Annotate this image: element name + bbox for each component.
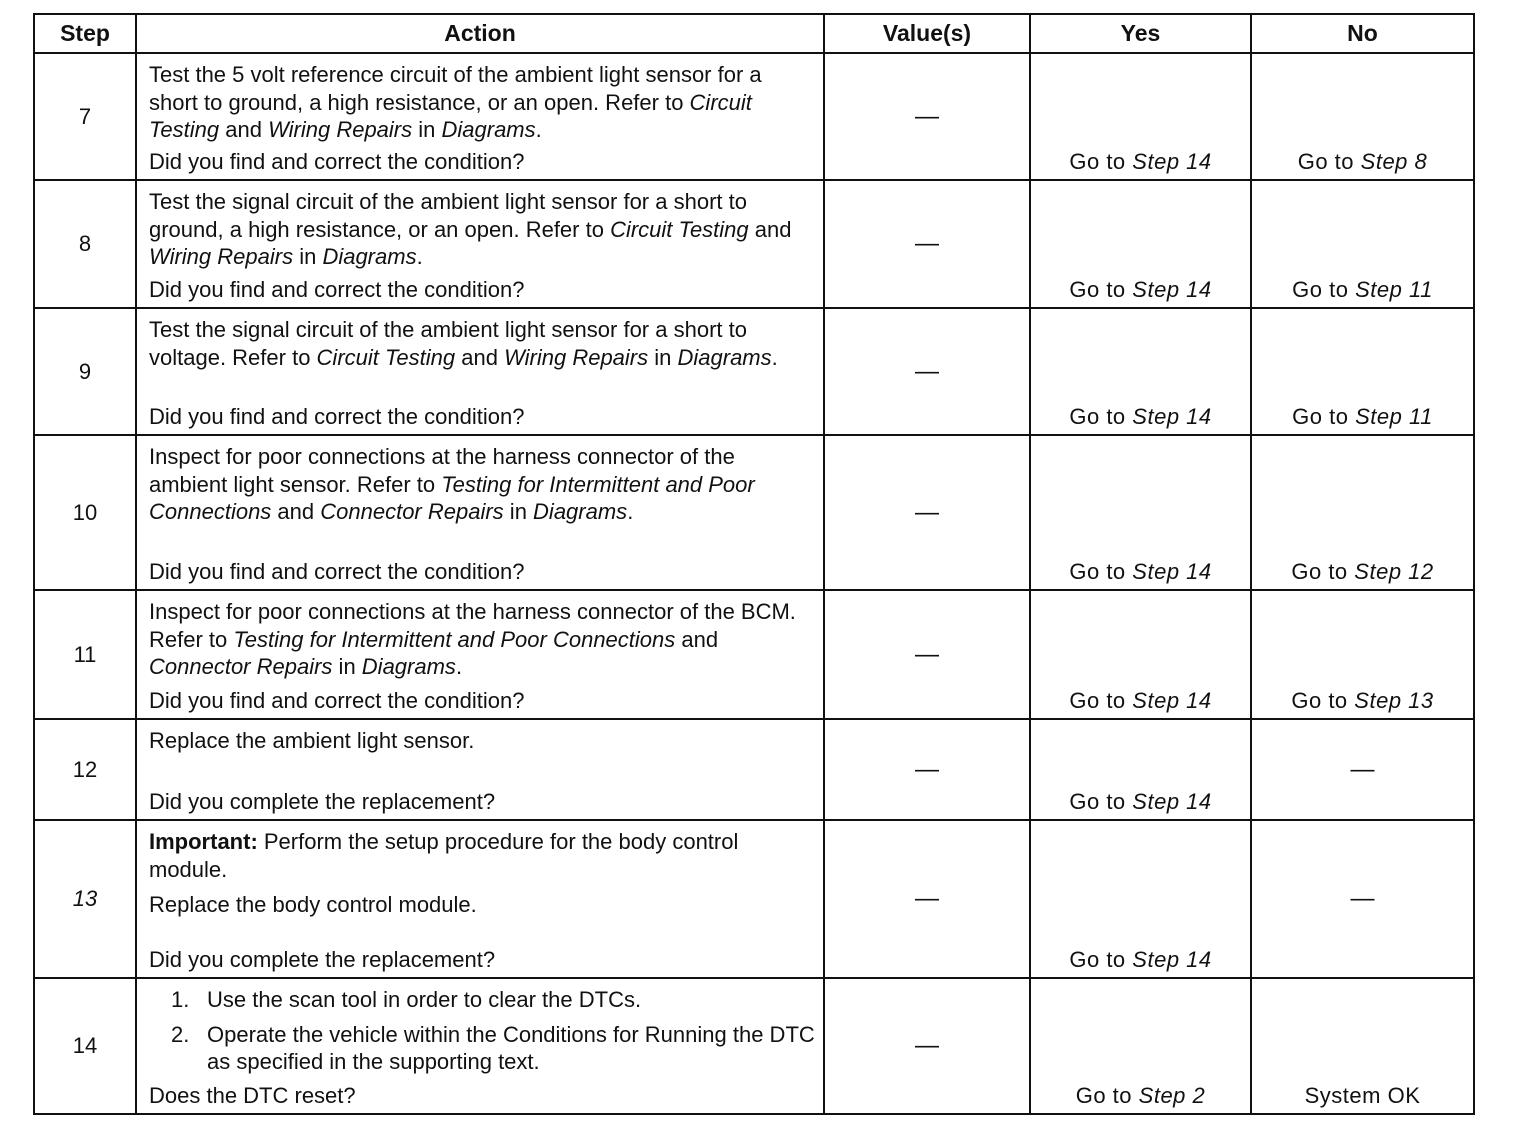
action-cell [136, 180, 824, 308]
step-reference: Step 14 [1132, 149, 1212, 174]
goto-text: Go to [1069, 789, 1126, 814]
table-row [34, 180, 1474, 308]
no-result [1252, 276, 1473, 303]
goto-text: Go to [1069, 404, 1126, 429]
list-number: 1. [171, 987, 190, 1012]
action-segment: Perform the setup procedure for the body control module. [149, 829, 739, 882]
action-question: Did you find and correct the condition? [149, 404, 525, 429]
reference-link-text: Testing for Intermittent and Poor Connections [233, 626, 676, 652]
table-row [34, 978, 1474, 1114]
action-segment: Replace the ambient light sensor. [149, 728, 475, 753]
action-text [149, 828, 815, 927]
step-reference: Step 2 [1138, 1083, 1206, 1108]
table-row [34, 590, 1474, 719]
action-paragraph: Replace the body control module. [149, 892, 477, 917]
header-no: No [1251, 14, 1474, 53]
goto-text: Go to [1069, 688, 1126, 713]
reference-link-text: Connector Repairs [320, 499, 504, 524]
value-cell: — [824, 719, 1030, 820]
yes-cell [1030, 590, 1251, 719]
goto-text: Go to [1297, 149, 1355, 174]
reference-link-text: Circuit Testing [610, 216, 749, 242]
step-number: 9 [34, 308, 136, 435]
step-reference: Step 14 [1132, 789, 1212, 814]
reference-link-text: Testing for Intermittent and Poor Connections [149, 471, 755, 524]
table-row [34, 53, 1474, 180]
yes-cell [1030, 978, 1251, 1114]
reference-link-text: Diagrams [322, 244, 417, 269]
value-cell: — [824, 820, 1030, 978]
goto-text: Go to [1069, 947, 1126, 972]
step-reference: Step 11 [1355, 404, 1433, 429]
no-cell [1251, 820, 1474, 978]
value-cell: — [824, 180, 1030, 308]
step-number: 11 [34, 590, 136, 719]
action-segment: and [675, 626, 719, 652]
no-result [1252, 558, 1473, 585]
goto-text: Go to [1292, 404, 1349, 429]
action-segment: Important: [149, 829, 258, 854]
action-paragraph [149, 443, 815, 526]
action-segment: . [535, 117, 542, 142]
yes-cell [1030, 719, 1251, 820]
action-segment: . [627, 499, 634, 524]
action-paragraph [149, 61, 815, 144]
action-cell [136, 53, 824, 180]
reference-link-text: Wiring Repairs [268, 117, 413, 142]
step-reference: Step 11 [1355, 277, 1433, 302]
value-cell: — [824, 435, 1030, 590]
reference-link-text: Diagrams [361, 654, 456, 679]
no-cell [1251, 590, 1474, 719]
yes-result [1031, 687, 1250, 714]
yes-cell [1030, 820, 1251, 978]
step-reference: Step 13 [1354, 688, 1434, 713]
action-paragraph [149, 727, 815, 755]
step-number: 13 [34, 820, 136, 978]
no-dash: — [1350, 885, 1375, 912]
table-row [34, 820, 1474, 978]
action-segment: . [416, 244, 423, 269]
no-result: System OK [1304, 1083, 1421, 1108]
action-paragraph [149, 828, 815, 883]
action-segment: and [455, 344, 505, 370]
yes-result [1031, 403, 1250, 430]
yes-result [1031, 946, 1250, 973]
step-reference: Step 12 [1354, 559, 1434, 584]
diagnostic-table [33, 13, 1475, 1115]
header-row [34, 14, 1474, 53]
goto-text: Go to [1069, 277, 1126, 302]
action-cell [136, 719, 824, 820]
action-segment: Test the 5 volt reference circuit of the ambient light sensor for a short to ground, a high resistance, or an open. Refer to [149, 62, 762, 115]
yes-cell [1030, 435, 1251, 590]
action-text [149, 188, 815, 279]
action-question: Did you find and correct the condition? [149, 559, 525, 584]
action-segment: Inspect for poor connections at the harness connector of the BCM. Refer to [149, 599, 796, 652]
action-paragraph [149, 188, 815, 271]
action-text [149, 986, 815, 1083]
action-segment: in [332, 654, 362, 679]
step-reference: Step 8 [1360, 149, 1428, 174]
goto-text: Go to [1291, 688, 1348, 713]
value-cell: — [824, 978, 1030, 1114]
action-segment: Test the signal circuit of the ambient light sensor for a short to voltage. Refer to [149, 317, 747, 370]
reference-link-text: Diagrams [677, 344, 772, 370]
action-cell [136, 820, 824, 978]
action-segment: in [648, 344, 678, 370]
action-text [149, 316, 815, 379]
action-text [149, 443, 815, 534]
step-number: 12 [34, 719, 136, 820]
action-question: Did you find and correct the condition? [149, 688, 525, 713]
step-number: 10 [34, 435, 136, 590]
list-item [171, 986, 815, 1014]
yes-cell [1030, 308, 1251, 435]
header-yes: Yes [1030, 14, 1251, 53]
value-cell: — [824, 308, 1030, 435]
no-cell [1251, 435, 1474, 590]
yes-result [1031, 148, 1250, 175]
action-paragraph [149, 316, 815, 371]
list-item [171, 1021, 815, 1076]
step-number: 14 [34, 978, 136, 1114]
header-step: Step [34, 14, 136, 53]
goto-text: Go to [1069, 559, 1126, 584]
action-segment: and [219, 117, 269, 142]
action-segment: and [748, 216, 792, 242]
value-cell: — [824, 53, 1030, 180]
step-reference: Step 14 [1132, 277, 1212, 302]
action-segment: . [455, 654, 463, 679]
list-text: Operate the vehicle within the Conditions for Running the DTC as specified in the supporting text. [207, 1021, 815, 1074]
action-cell [136, 308, 824, 435]
reference-link-text: Wiring Repairs [504, 344, 649, 370]
action-cell [136, 435, 824, 590]
action-text [149, 727, 815, 763]
table-row [34, 308, 1474, 435]
action-paragraph [149, 598, 815, 681]
action-segment: in [503, 499, 534, 524]
action-segment: and [271, 499, 321, 524]
list-text: Use the scan tool in order to clear the DTCs. [207, 987, 642, 1012]
step-reference: Step 14 [1132, 404, 1212, 429]
reference-link-text: Connector Repairs [149, 654, 333, 679]
no-cell [1251, 53, 1474, 180]
step-number: 8 [34, 180, 136, 308]
action-question: Did you find and correct the condition? [149, 277, 525, 302]
yes-cell [1030, 53, 1251, 180]
action-question: Does the DTC reset? [149, 1083, 356, 1108]
action-question: Did you complete the replacement? [149, 789, 496, 814]
reference-link-text: Circuit Testing [316, 344, 456, 370]
yes-result [1031, 1082, 1250, 1109]
reference-link-text: Diagrams [441, 117, 536, 142]
header-action: Action [136, 14, 824, 53]
action-segment: . [771, 344, 778, 370]
action-segment: in [293, 244, 323, 269]
yes-result [1031, 558, 1250, 585]
no-cell [1251, 180, 1474, 308]
no-dash: — [1350, 755, 1375, 783]
no-result [1252, 148, 1473, 175]
table-row [34, 719, 1474, 820]
action-cell [136, 978, 824, 1114]
action-segment: in [412, 117, 442, 142]
list-number: 2. [171, 1021, 190, 1047]
goto-text: Go to [1069, 149, 1126, 174]
action-segment: Inspect for poor connections at the harness connector of the ambient light sensor. Refer to [149, 444, 735, 497]
action-text [149, 598, 815, 689]
goto-text: Go to [1075, 1083, 1133, 1108]
reference-link-text: Circuit Testing [149, 89, 752, 142]
step-number: 7 [34, 53, 136, 180]
header-values: Value(s) [824, 14, 1030, 53]
no-result [1252, 687, 1473, 714]
step-reference: Step 14 [1132, 947, 1212, 972]
table-row [34, 435, 1474, 590]
yes-cell [1030, 180, 1251, 308]
action-question: Did you find and correct the condition? [149, 149, 525, 174]
yes-result [1031, 276, 1250, 303]
goto-text: Go to [1292, 277, 1349, 302]
step-reference: Step 14 [1132, 688, 1212, 713]
yes-result [1031, 788, 1250, 815]
goto-text: Go to [1291, 559, 1348, 584]
action-segment: Test the signal circuit of the ambient light sensor for a short to ground, a high resistance, or an open. Refer to [149, 189, 747, 242]
action-cell [136, 590, 824, 719]
step-reference: Step 14 [1132, 559, 1212, 584]
action-text [149, 61, 815, 152]
no-cell [1251, 308, 1474, 435]
no-result [1252, 403, 1473, 430]
value-cell: — [824, 590, 1030, 719]
reference-link-text: Wiring Repairs [149, 244, 294, 269]
action-question: Did you complete the replacement? [149, 947, 496, 972]
no-cell [1251, 978, 1474, 1114]
no-cell [1251, 719, 1474, 820]
reference-link-text: Diagrams [533, 499, 628, 524]
